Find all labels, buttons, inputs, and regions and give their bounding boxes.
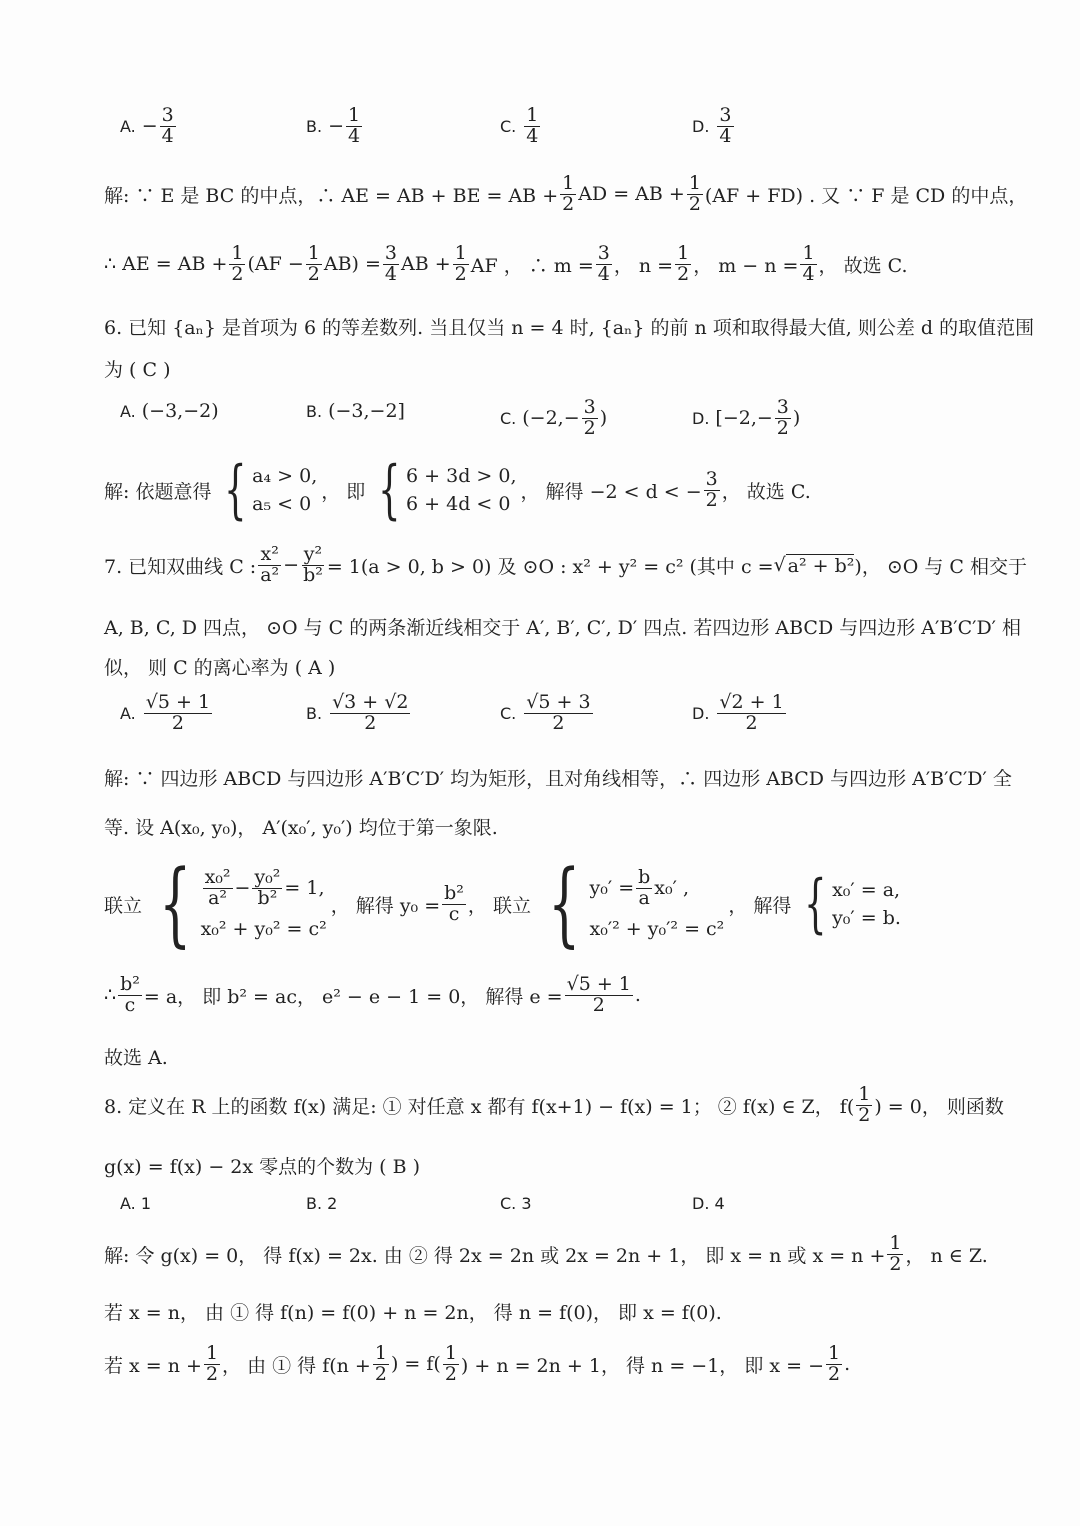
- sign: −: [328, 115, 344, 138]
- option-label: C.: [500, 116, 517, 136]
- fraction: $\frac{√5 + 3}{2}$: [526, 691, 591, 734]
- fraction: $\frac{1}{2}$: [307, 242, 320, 285]
- q6-option-c: C. (−2,− $\frac{3}{2}$ ): [500, 396, 608, 439]
- q6-stem-line2: 为 ( C ): [104, 359, 171, 381]
- q7-option-a: A. $\frac{√5 + 1}{2}$: [120, 691, 211, 734]
- q8-solution-line1: 解: 令 g(x) = 0， 得 f(x) = 2x. 由 ② 得 2x = 2n 或 2x = 2n + 1， 即 x = n 或 x = n + $\frac{1}{2}$ ， n ∈ Z.: [104, 1232, 988, 1275]
- fraction: $\frac{1}{2}$: [677, 242, 690, 285]
- q8-solution-line3: 若 x = n + $\frac{1}{2}$ ， 由 ① 得 f(n + $\frac{1}{2}$ ) = f( $\frac{1}{2}$ ) + n = 2n + 1， 得 n = −1， 即 x = − $\frac{1}{2}$ .: [104, 1342, 851, 1385]
- fraction: $\frac{1}{2}$: [889, 1232, 902, 1275]
- q8-option-b: B. 2: [306, 1194, 338, 1213]
- q5-solution-line2: ∴ AE = AB + $\frac{1}{2}$ (AF − $\frac{1}{2}$ AB) = $\frac{3}{4}$ AB + $\frac{1}{2}$ AF ， ∴ m = $\frac{3}{4}$ ， n = $\frac{1}{2}$ ， m − n = $\frac{1}{4}$ ， 故选 C.: [104, 242, 908, 285]
- fraction: $\frac{1}{4}$: [347, 104, 361, 147]
- q5-option-a: [120, 106, 178, 147]
- fraction: $\frac{3}{2}$: [583, 396, 596, 439]
- fraction: $\frac{1}{2}$: [688, 172, 701, 215]
- q7-stem-line1: 7. 已知双曲线 C : $\frac{\text{x²}}{\text{a²}}$ − $\frac{\text{y²}}{\text{b²}}$ = 1(a > 0, b > 0) 及 ⊙O : x² + y² = c² (其中 c = √ a² + b² )， ⊙O 与 C 相交于: [104, 543, 1028, 586]
- fraction: $\frac{1}{2}$: [205, 1342, 219, 1385]
- fraction: $\frac{√5 + 1}{2}$: [145, 691, 211, 734]
- equation-system: { a₄ > 0, a₅ < 0: [224, 453, 318, 527]
- q7-answer: 故选 A.: [104, 1047, 168, 1069]
- fraction: $\frac{3}{4}$: [719, 104, 732, 147]
- q5-option-d: [692, 106, 736, 147]
- fraction: $\frac{1}{2}$: [562, 172, 575, 215]
- fraction: $\frac{3}{2}$: [705, 467, 718, 511]
- q8-option-d: D. 4: [692, 1194, 725, 1213]
- fraction: $\frac{3}{2}$: [776, 396, 789, 439]
- q8-solution-line2: 若 x = n， 由 ① 得 f(n) = f(0) + n = 2n， 得 n = f(0)， 即 x = f(0).: [104, 1302, 722, 1324]
- q7-solution-systems: 联立 { $\frac{\text{x₀²}}{\text{a²}}$ − $\frac{\text{y₀²}}{\text{b²}}$ = 1, x₀² + y₀² = c² ， 解得 y₀ = $\frac{\text{b²}}{c}$ ， 联立 { y₀′ = $\frac{b}{a}$ x₀′ , x₀′² + y₀′² = c² ， 解得 { x₀′ = a, y₀′ = b.: [104, 850, 901, 957]
- q5-option-c: [500, 106, 542, 147]
- sqrt-expression: a² + b²: [787, 554, 855, 577]
- q7-option-d: D. $\frac{√2 + 1}{2}$: [692, 691, 784, 734]
- fraction: $\frac{\text{b²}}{c}$: [120, 973, 140, 1016]
- q6-option-b: B. (−3,−2]: [306, 400, 405, 422]
- q6-solution: 解: 依题意得 { a₄ > 0, a₅ < 0 ， 即 { 6 + 3d > 0, 6 + 4d < 0 ， 解得 −2 < d < − $\frac{3}{2}$ ， 故选 C.: [104, 453, 811, 527]
- q5-solution-line1: 解: ∵ E 是 BC 的中点，∴ AE = AB + BE = AB + $\frac{1}{2}$ AD = AB + $\frac{1}{2}$ (AF + FD) . 又 ∵ F 是 CD 的中点，: [104, 172, 1028, 215]
- equation-system: { x₀′ = a, y₀′ = b.: [804, 867, 901, 941]
- q8-option-a: A. 1: [120, 1194, 152, 1213]
- fraction: $\frac{3}{4}$: [597, 242, 610, 285]
- fraction: $\frac{1}{2}$: [454, 242, 467, 285]
- fraction: $\frac{1}{2}$: [444, 1342, 457, 1385]
- q6-stem-line1: 6. 已知 {aₙ} 是首项为 6 的等差数列. 当且仅当 n = 4 时, {aₙ} 的前 n 项和取得最大值, 则公差 d 的取值范围: [104, 317, 1035, 339]
- q6-option-d: D. [−2,− $\frac{3}{2}$ ): [692, 396, 801, 439]
- sign: −: [141, 115, 158, 138]
- q7-conclusion: ∴ $\frac{\text{b²}}{c}$ = a， 即 b² = ac， e² − e − 1 = 0， 解得 e = $\frac{√5 + 1}{2}$ .: [104, 973, 641, 1016]
- fraction: $\frac{3}{4}$: [384, 242, 397, 285]
- option-label: D.: [692, 116, 710, 136]
- fraction: $\frac{\text{b²}}{c}$: [444, 881, 464, 925]
- q8-option-c: C. 3: [500, 1194, 532, 1213]
- fraction: $\frac{\text{x²}}{\text{a²}}$: [260, 543, 280, 586]
- equation-system: { y₀′ = $\frac{b}{a}$ x₀′ , x₀′² + y₀′² = c²: [548, 850, 725, 957]
- option-label: B.: [306, 116, 323, 136]
- fraction: $\frac{1}{4}$: [802, 242, 815, 285]
- equation-system: { $\frac{\text{x₀²}}{\text{a²}}$ − $\frac{\text{y₀²}}{\text{b²}}$ = 1, x₀² + y₀² = c²: [159, 850, 327, 957]
- q7-solution-line2: 等. 设 A(x₀, y₀)， A′(x₀′, y₀′) 均位于第一象限.: [104, 817, 498, 839]
- fraction: $\frac{1}{2}$: [374, 1342, 387, 1385]
- q6-option-a: A. (−3,−2): [120, 400, 219, 422]
- q7-option-c: C. $\frac{√5 + 3}{2}$: [500, 691, 591, 734]
- fraction: $\frac{√5 + 1}{2}$: [566, 973, 631, 1016]
- fraction: $\frac{√3 + √2}{2}$: [332, 691, 409, 734]
- q8-stem-line1: 8. 定义在 R 上的函数 f(x) 满足: ① 对任意 x 都有 f(x+1) − f(x) = 1； ② f(x) ∈ Z， f( $\frac{1}{2}$ ) = 0， 则函数: [104, 1083, 1004, 1126]
- fraction: $\frac{3}{4}$: [161, 104, 174, 147]
- q7-stem-line2: A, B, C, D 四点， ⊙O 与 C 的两条渐近线相交于 A′, B′, C′, D′ 四点. 若四边形 ABCD 与四边形 A′B′C′D′ 相: [104, 617, 1022, 639]
- option-label: A.: [120, 116, 136, 136]
- q7-solution-line1: 解: ∵ 四边形 ABCD 与四边形 A′B′C′D′ 均为矩形，且对角线相等，∴ 四边形 ABCD 与四边形 A′B′C′D′ 全: [104, 768, 1012, 790]
- q8-stem-line2: g(x) = f(x) − 2x 零点的个数为 ( B ): [104, 1156, 421, 1178]
- fraction: $\frac{\text{y²}}{\text{b²}}$: [303, 543, 323, 586]
- fraction: $\frac{1}{4}$: [526, 104, 539, 147]
- q7-stem-line3: 似， 则 C 的离心率为 ( A ): [104, 657, 336, 679]
- fraction: $\frac{1}{2}$: [858, 1083, 871, 1126]
- q7-option-b: B. $\frac{√3 + √2}{2}$: [306, 691, 409, 734]
- fraction: $\frac{1}{2}$: [828, 1342, 841, 1385]
- fraction: $\frac{1}{2}$: [231, 242, 244, 285]
- equation-system: { 6 + 3d > 0, 6 + 4d < 0: [378, 453, 517, 527]
- q5-option-b: [306, 106, 364, 147]
- fraction: $\frac{√2 + 1}{2}$: [719, 691, 784, 734]
